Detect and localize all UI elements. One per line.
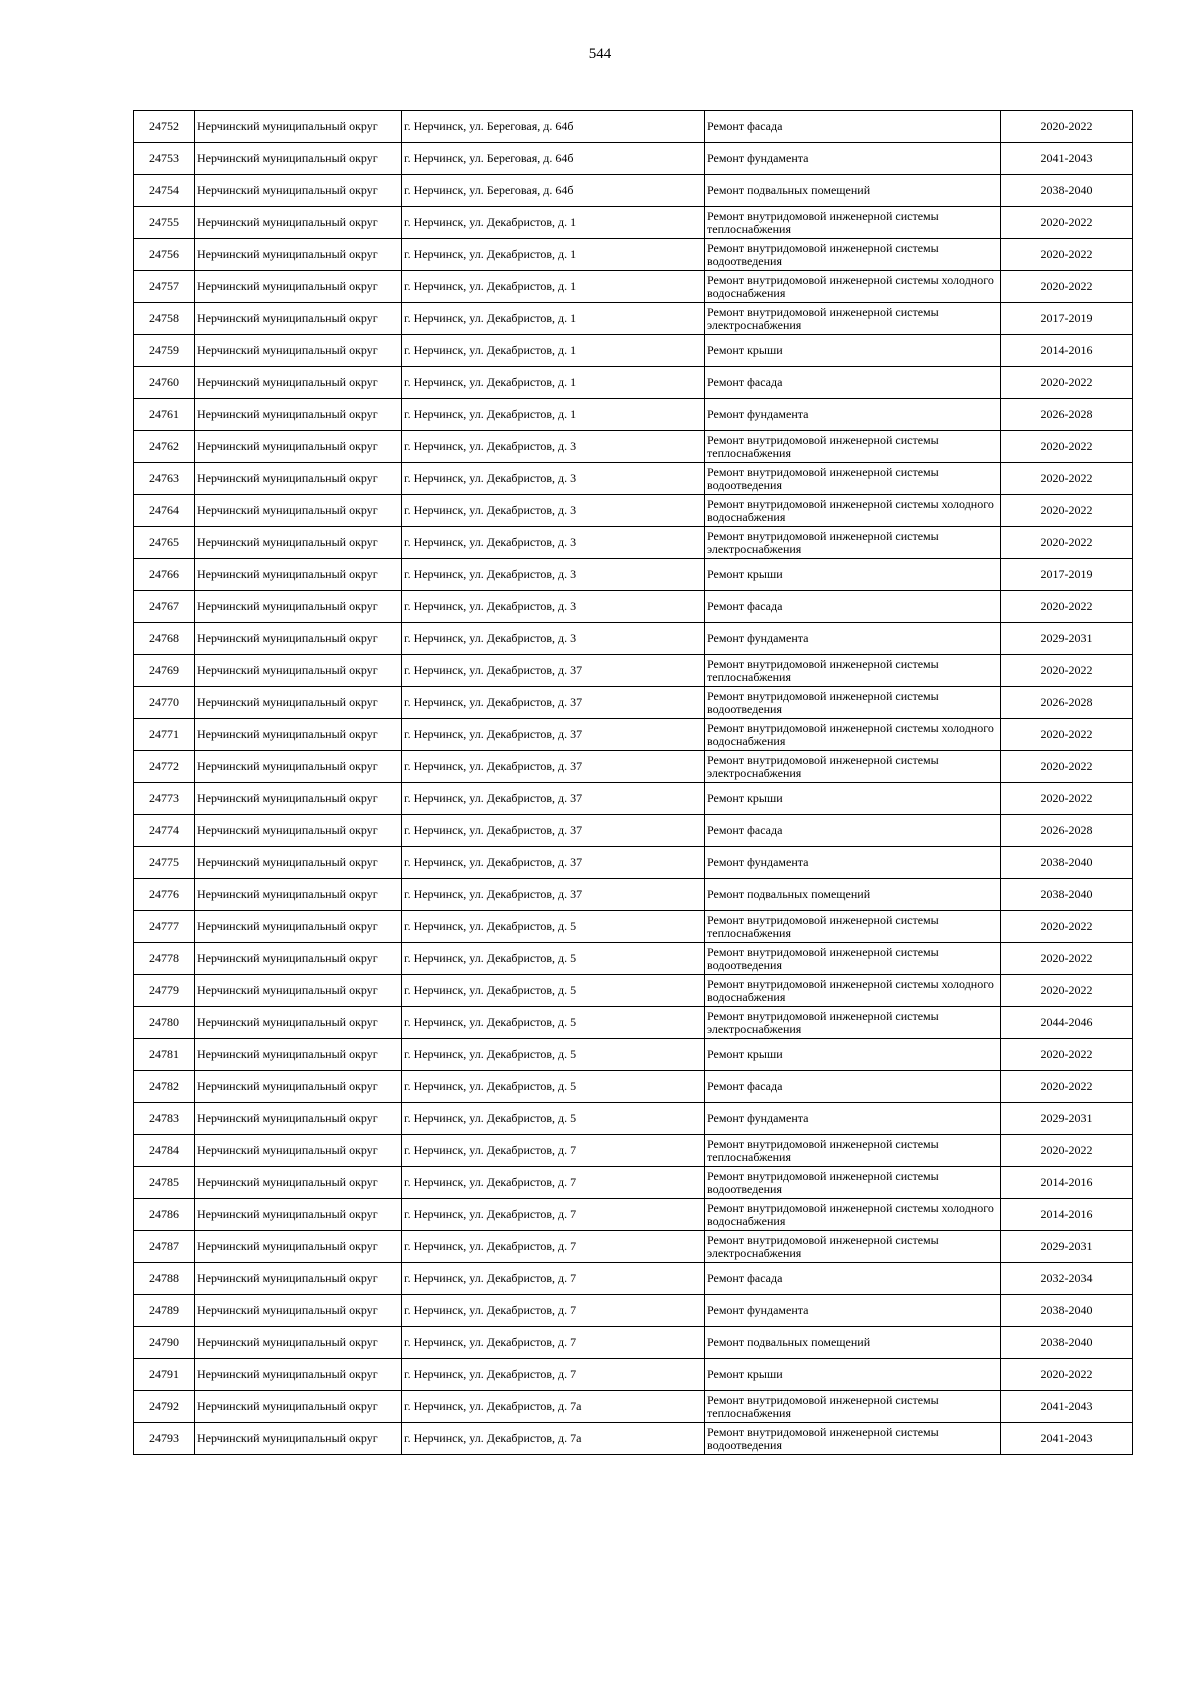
district-cell: Нерчинский муниципальный округ [195,399,402,431]
district-cell: Нерчинский муниципальный округ [195,623,402,655]
period-cell: 2020-2022 [1001,207,1133,239]
address-cell: г. Нерчинск, ул. Декабристов, д. 7 [402,1327,705,1359]
period-cell: 2044-2046 [1001,1007,1133,1039]
period-cell: 2014-2016 [1001,1167,1133,1199]
period-cell: 2020-2022 [1001,111,1133,143]
address-cell: г. Нерчинск, ул. Декабристов, д. 5 [402,1007,705,1039]
district-cell: Нерчинский муниципальный округ [195,143,402,175]
period-cell: 2014-2016 [1001,335,1133,367]
work-type-cell: Ремонт фасада [705,1071,1001,1103]
work-type-cell: Ремонт фундамента [705,1295,1001,1327]
table-row [134,623,1133,655]
row-number-cell: 24776 [134,879,195,911]
address-cell: г. Нерчинск, ул. Декабристов, д. 1 [402,335,705,367]
district-cell: Нерчинский муниципальный округ [195,111,402,143]
address-cell: г. Нерчинск, ул. Декабристов, д. 5 [402,1103,705,1135]
work-type-cell: Ремонт внутридомовой инженерной системы теплоснабжения [705,655,1001,687]
work-type-cell: Ремонт крыши [705,335,1001,367]
district-cell: Нерчинский муниципальный округ [195,207,402,239]
address-cell: г. Нерчинск, ул. Декабристов, д. 37 [402,751,705,783]
address-cell: г. Нерчинск, ул. Декабристов, д. 7 [402,1359,705,1391]
work-type-cell: Ремонт внутридомовой инженерной системы теплоснабжения [705,1135,1001,1167]
address-cell: г. Нерчинск, ул. Декабристов, д. 3 [402,495,705,527]
work-type-cell: Ремонт фасада [705,815,1001,847]
work-type-cell: Ремонт внутридомовой инженерной системы холодного водоснабжения [705,495,1001,527]
table-row [134,1167,1133,1199]
table-row [134,431,1133,463]
row-number-cell: 24753 [134,143,195,175]
work-type-cell: Ремонт внутридомовой инженерной системы холодного водоснабжения [705,975,1001,1007]
period-cell: 2029-2031 [1001,623,1133,655]
period-cell: 2020-2022 [1001,1071,1133,1103]
address-cell: г. Нерчинск, ул. Декабристов, д. 3 [402,431,705,463]
table-row [134,463,1133,495]
work-type-cell: Ремонт внутридомовой инженерной системы теплоснабжения [705,911,1001,943]
row-number-cell: 24768 [134,623,195,655]
row-number-cell: 24756 [134,239,195,271]
district-cell: Нерчинский муниципальный округ [195,431,402,463]
address-cell: г. Нерчинск, ул. Декабристов, д. 7а [402,1391,705,1423]
address-cell: г. Нерчинск, ул. Декабристов, д. 5 [402,975,705,1007]
work-type-cell: Ремонт фасада [705,591,1001,623]
repair-schedule-table [133,110,1133,1455]
period-cell: 2041-2043 [1001,1423,1133,1455]
district-cell: Нерчинский муниципальный округ [195,527,402,559]
period-cell: 2020-2022 [1001,719,1133,751]
district-cell: Нерчинский муниципальный округ [195,847,402,879]
address-cell: г. Нерчинск, ул. Декабристов, д. 7 [402,1135,705,1167]
work-type-cell: Ремонт фундамента [705,143,1001,175]
row-number-cell: 24774 [134,815,195,847]
row-number-cell: 24790 [134,1327,195,1359]
address-cell: г. Нерчинск, ул. Декабристов, д. 7 [402,1199,705,1231]
period-cell: 2038-2040 [1001,879,1133,911]
address-cell: г. Нерчинск, ул. Декабристов, д. 1 [402,399,705,431]
table-row [134,1263,1133,1295]
table-row [134,1327,1133,1359]
district-cell: Нерчинский муниципальный округ [195,943,402,975]
district-cell: Нерчинский муниципальный округ [195,1359,402,1391]
row-number-cell: 24778 [134,943,195,975]
table-row [134,1199,1133,1231]
table-row [134,655,1133,687]
work-type-cell: Ремонт крыши [705,1039,1001,1071]
work-type-cell: Ремонт фундамента [705,847,1001,879]
table-row [134,271,1133,303]
district-cell: Нерчинский муниципальный округ [195,1423,402,1455]
district-cell: Нерчинский муниципальный округ [195,367,402,399]
district-cell: Нерчинский муниципальный округ [195,1167,402,1199]
work-type-cell: Ремонт внутридомовой инженерной системы водоотведения [705,1423,1001,1455]
table-row [134,1135,1133,1167]
row-number-cell: 24784 [134,1135,195,1167]
table-row [134,239,1133,271]
period-cell: 2026-2028 [1001,399,1133,431]
table-row [134,943,1133,975]
period-cell: 2020-2022 [1001,239,1133,271]
table-row [134,1071,1133,1103]
page-number: 544 [588,46,612,62]
period-cell: 2038-2040 [1001,1295,1133,1327]
address-cell: г. Нерчинск, ул. Декабристов, д. 37 [402,655,705,687]
row-number-cell: 24770 [134,687,195,719]
address-cell: г. Нерчинск, ул. Декабристов, д. 7 [402,1167,705,1199]
row-number-cell: 24762 [134,431,195,463]
address-cell: г. Нерчинск, ул. Декабристов, д. 7 [402,1231,705,1263]
table-row [134,527,1133,559]
work-type-cell: Ремонт фасада [705,1263,1001,1295]
row-number-cell: 24769 [134,655,195,687]
district-cell: Нерчинский муниципальный округ [195,879,402,911]
work-type-cell: Ремонт внутридомовой инженерной системы холодного водоснабжения [705,271,1001,303]
work-type-cell: Ремонт крыши [705,1359,1001,1391]
work-type-cell: Ремонт внутридомовой инженерной системы электроснабжения [705,751,1001,783]
district-cell: Нерчинский муниципальный округ [195,591,402,623]
work-type-cell: Ремонт внутридомовой инженерной системы водоотведения [705,687,1001,719]
address-cell: г. Нерчинск, ул. Декабристов, д. 5 [402,1039,705,1071]
table-row [134,1231,1133,1263]
work-type-cell: Ремонт внутридомовой инженерной системы холодного водоснабжения [705,719,1001,751]
period-cell: 2029-2031 [1001,1103,1133,1135]
row-number-cell: 24758 [134,303,195,335]
district-cell: Нерчинский муниципальный округ [195,1391,402,1423]
district-cell: Нерчинский муниципальный округ [195,655,402,687]
row-number-cell: 24792 [134,1391,195,1423]
table-row [134,1103,1133,1135]
work-type-cell: Ремонт внутридомовой инженерной системы водоотведения [705,463,1001,495]
table-row [134,303,1133,335]
row-number-cell: 24777 [134,911,195,943]
table-row [134,751,1133,783]
district-cell: Нерчинский муниципальный округ [195,783,402,815]
district-cell: Нерчинский муниципальный округ [195,1295,402,1327]
table-row [134,175,1133,207]
address-cell: г. Нерчинск, ул. Декабристов, д. 37 [402,847,705,879]
work-type-cell: Ремонт внутридомовой инженерной системы электроснабжения [705,303,1001,335]
work-type-cell: Ремонт внутридомовой инженерной системы холодного водоснабжения [705,1199,1001,1231]
district-cell: Нерчинский муниципальный округ [195,1071,402,1103]
row-number-cell: 24782 [134,1071,195,1103]
address-cell: г. Нерчинск, ул. Декабристов, д. 5 [402,911,705,943]
table-row [134,1359,1133,1391]
work-type-cell: Ремонт крыши [705,783,1001,815]
period-cell: 2020-2022 [1001,1359,1133,1391]
period-cell: 2020-2022 [1001,495,1133,527]
row-number-cell: 24786 [134,1199,195,1231]
work-type-cell: Ремонт фасада [705,367,1001,399]
address-cell: г. Нерчинск, ул. Береговая, д. 64б [402,175,705,207]
period-cell: 2020-2022 [1001,655,1133,687]
period-cell: 2017-2019 [1001,559,1133,591]
period-cell: 2032-2034 [1001,1263,1133,1295]
work-type-cell: Ремонт крыши [705,559,1001,591]
period-cell: 2038-2040 [1001,175,1133,207]
district-cell: Нерчинский муниципальный округ [195,815,402,847]
table-row [134,143,1133,175]
period-cell: 2038-2040 [1001,847,1133,879]
row-number-cell: 24788 [134,1263,195,1295]
period-cell: 2020-2022 [1001,943,1133,975]
address-cell: г. Нерчинск, ул. Декабристов, д. 3 [402,559,705,591]
district-cell: Нерчинский муниципальный округ [195,271,402,303]
row-number-cell: 24772 [134,751,195,783]
row-number-cell: 24787 [134,1231,195,1263]
work-type-cell: Ремонт фундамента [705,399,1001,431]
table-row [134,687,1133,719]
district-cell: Нерчинский муниципальный округ [195,1007,402,1039]
district-cell: Нерчинский муниципальный округ [195,719,402,751]
row-number-cell: 24780 [134,1007,195,1039]
address-cell: г. Нерчинск, ул. Декабристов, д. 3 [402,623,705,655]
row-number-cell: 24766 [134,559,195,591]
period-cell: 2020-2022 [1001,463,1133,495]
address-cell: г. Нерчинск, ул. Декабристов, д. 37 [402,783,705,815]
work-type-cell: Ремонт подвальных помещений [705,879,1001,911]
table-row [134,911,1133,943]
address-cell: г. Нерчинск, ул. Декабристов, д. 37 [402,687,705,719]
period-cell: 2041-2043 [1001,1391,1133,1423]
table-row [134,1423,1133,1455]
table-row [134,559,1133,591]
row-number-cell: 24765 [134,527,195,559]
district-cell: Нерчинский муниципальный округ [195,463,402,495]
address-cell: г. Нерчинск, ул. Декабристов, д. 5 [402,1071,705,1103]
work-type-cell: Ремонт внутридомовой инженерной системы электроснабжения [705,1231,1001,1263]
table-body [134,111,1133,1455]
table-row [134,367,1133,399]
district-cell: Нерчинский муниципальный округ [195,975,402,1007]
period-cell: 2029-2031 [1001,1231,1133,1263]
row-number-cell: 24767 [134,591,195,623]
work-type-cell: Ремонт подвальных помещений [705,175,1001,207]
address-cell: г. Нерчинск, ул. Декабристов, д. 1 [402,271,705,303]
address-cell: г. Нерчинск, ул. Декабристов, д. 1 [402,367,705,399]
period-cell: 2020-2022 [1001,271,1133,303]
work-type-cell: Ремонт подвальных помещений [705,1327,1001,1359]
district-cell: Нерчинский муниципальный округ [195,495,402,527]
row-number-cell: 24773 [134,783,195,815]
table-row [134,815,1133,847]
row-number-cell: 24775 [134,847,195,879]
address-cell: г. Нерчинск, ул. Береговая, д. 64б [402,111,705,143]
period-cell: 2038-2040 [1001,1327,1133,1359]
row-number-cell: 24779 [134,975,195,1007]
district-cell: Нерчинский муниципальный округ [195,751,402,783]
work-type-cell: Ремонт внутридомовой инженерной системы водоотведения [705,1167,1001,1199]
district-cell: Нерчинский муниципальный округ [195,559,402,591]
table-row [134,335,1133,367]
address-cell: г. Нерчинск, ул. Декабристов, д. 37 [402,815,705,847]
address-cell: г. Нерчинск, ул. Декабристов, д. 3 [402,527,705,559]
period-cell: 2041-2043 [1001,143,1133,175]
table-row [134,1007,1133,1039]
district-cell: Нерчинский муниципальный округ [195,1327,402,1359]
table-row [134,495,1133,527]
address-cell: г. Нерчинск, ул. Декабристов, д. 1 [402,303,705,335]
table-row [134,1391,1133,1423]
address-cell: г. Нерчинск, ул. Береговая, д. 64б [402,143,705,175]
address-cell: г. Нерчинск, ул. Декабристов, д. 5 [402,943,705,975]
table-row [134,783,1133,815]
row-number-cell: 24783 [134,1103,195,1135]
district-cell: Нерчинский муниципальный округ [195,1103,402,1135]
period-cell: 2020-2022 [1001,975,1133,1007]
work-type-cell: Ремонт внутридомовой инженерной системы теплоснабжения [705,207,1001,239]
work-type-cell: Ремонт фасада [705,111,1001,143]
row-number-cell: 24791 [134,1359,195,1391]
work-type-cell: Ремонт фундамента [705,1103,1001,1135]
period-cell: 2020-2022 [1001,783,1133,815]
period-cell: 2020-2022 [1001,751,1133,783]
address-cell: г. Нерчинск, ул. Декабристов, д. 1 [402,239,705,271]
period-cell: 2020-2022 [1001,1039,1133,1071]
work-type-cell: Ремонт внутридомовой инженерной системы водоотведения [705,239,1001,271]
work-type-cell: Ремонт фундамента [705,623,1001,655]
district-cell: Нерчинский муниципальный округ [195,687,402,719]
period-cell: 2020-2022 [1001,911,1133,943]
table-row [134,399,1133,431]
period-cell: 2026-2028 [1001,815,1133,847]
district-cell: Нерчинский муниципальный округ [195,303,402,335]
table-row [134,591,1133,623]
work-type-cell: Ремонт внутридомовой инженерной системы электроснабжения [705,1007,1001,1039]
period-cell: 2020-2022 [1001,367,1133,399]
row-number-cell: 24764 [134,495,195,527]
address-cell: г. Нерчинск, ул. Декабристов, д. 3 [402,463,705,495]
row-number-cell: 24785 [134,1167,195,1199]
address-cell: г. Нерчинск, ул. Декабристов, д. 7а [402,1423,705,1455]
table-row [134,879,1133,911]
district-cell: Нерчинский муниципальный округ [195,335,402,367]
table-row [134,847,1133,879]
work-type-cell: Ремонт внутридомовой инженерной системы водоотведения [705,943,1001,975]
period-cell: 2026-2028 [1001,687,1133,719]
period-cell: 2017-2019 [1001,303,1133,335]
work-type-cell: Ремонт внутридомовой инженерной системы теплоснабжения [705,1391,1001,1423]
period-cell: 2020-2022 [1001,527,1133,559]
district-cell: Нерчинский муниципальный округ [195,1199,402,1231]
row-number-cell: 24761 [134,399,195,431]
district-cell: Нерчинский муниципальный округ [195,1135,402,1167]
row-number-cell: 24755 [134,207,195,239]
table-row [134,1039,1133,1071]
address-cell: г. Нерчинск, ул. Декабристов, д. 1 [402,207,705,239]
row-number-cell: 24754 [134,175,195,207]
table-row [134,975,1133,1007]
row-number-cell: 24793 [134,1423,195,1455]
table-row [134,111,1133,143]
period-cell: 2020-2022 [1001,591,1133,623]
row-number-cell: 24752 [134,111,195,143]
district-cell: Нерчинский муниципальный округ [195,175,402,207]
row-number-cell: 24760 [134,367,195,399]
row-number-cell: 24759 [134,335,195,367]
district-cell: Нерчинский муниципальный округ [195,239,402,271]
district-cell: Нерчинский муниципальный округ [195,1039,402,1071]
table-row [134,719,1133,751]
address-cell: г. Нерчинск, ул. Декабристов, д. 7 [402,1263,705,1295]
address-cell: г. Нерчинск, ул. Декабристов, д. 7 [402,1295,705,1327]
row-number-cell: 24763 [134,463,195,495]
period-cell: 2014-2016 [1001,1199,1133,1231]
table-row [134,1295,1133,1327]
table-row [134,207,1133,239]
district-cell: Нерчинский муниципальный округ [195,911,402,943]
row-number-cell: 24771 [134,719,195,751]
period-cell: 2020-2022 [1001,1135,1133,1167]
address-cell: г. Нерчинск, ул. Декабристов, д. 37 [402,719,705,751]
address-cell: г. Нерчинск, ул. Декабристов, д. 37 [402,879,705,911]
row-number-cell: 24781 [134,1039,195,1071]
work-type-cell: Ремонт внутридомовой инженерной системы теплоснабжения [705,431,1001,463]
row-number-cell: 24757 [134,271,195,303]
district-cell: Нерчинский муниципальный округ [195,1263,402,1295]
district-cell: Нерчинский муниципальный округ [195,1231,402,1263]
work-type-cell: Ремонт внутридомовой инженерной системы электроснабжения [705,527,1001,559]
period-cell: 2020-2022 [1001,431,1133,463]
address-cell: г. Нерчинск, ул. Декабристов, д. 3 [402,591,705,623]
row-number-cell: 24789 [134,1295,195,1327]
